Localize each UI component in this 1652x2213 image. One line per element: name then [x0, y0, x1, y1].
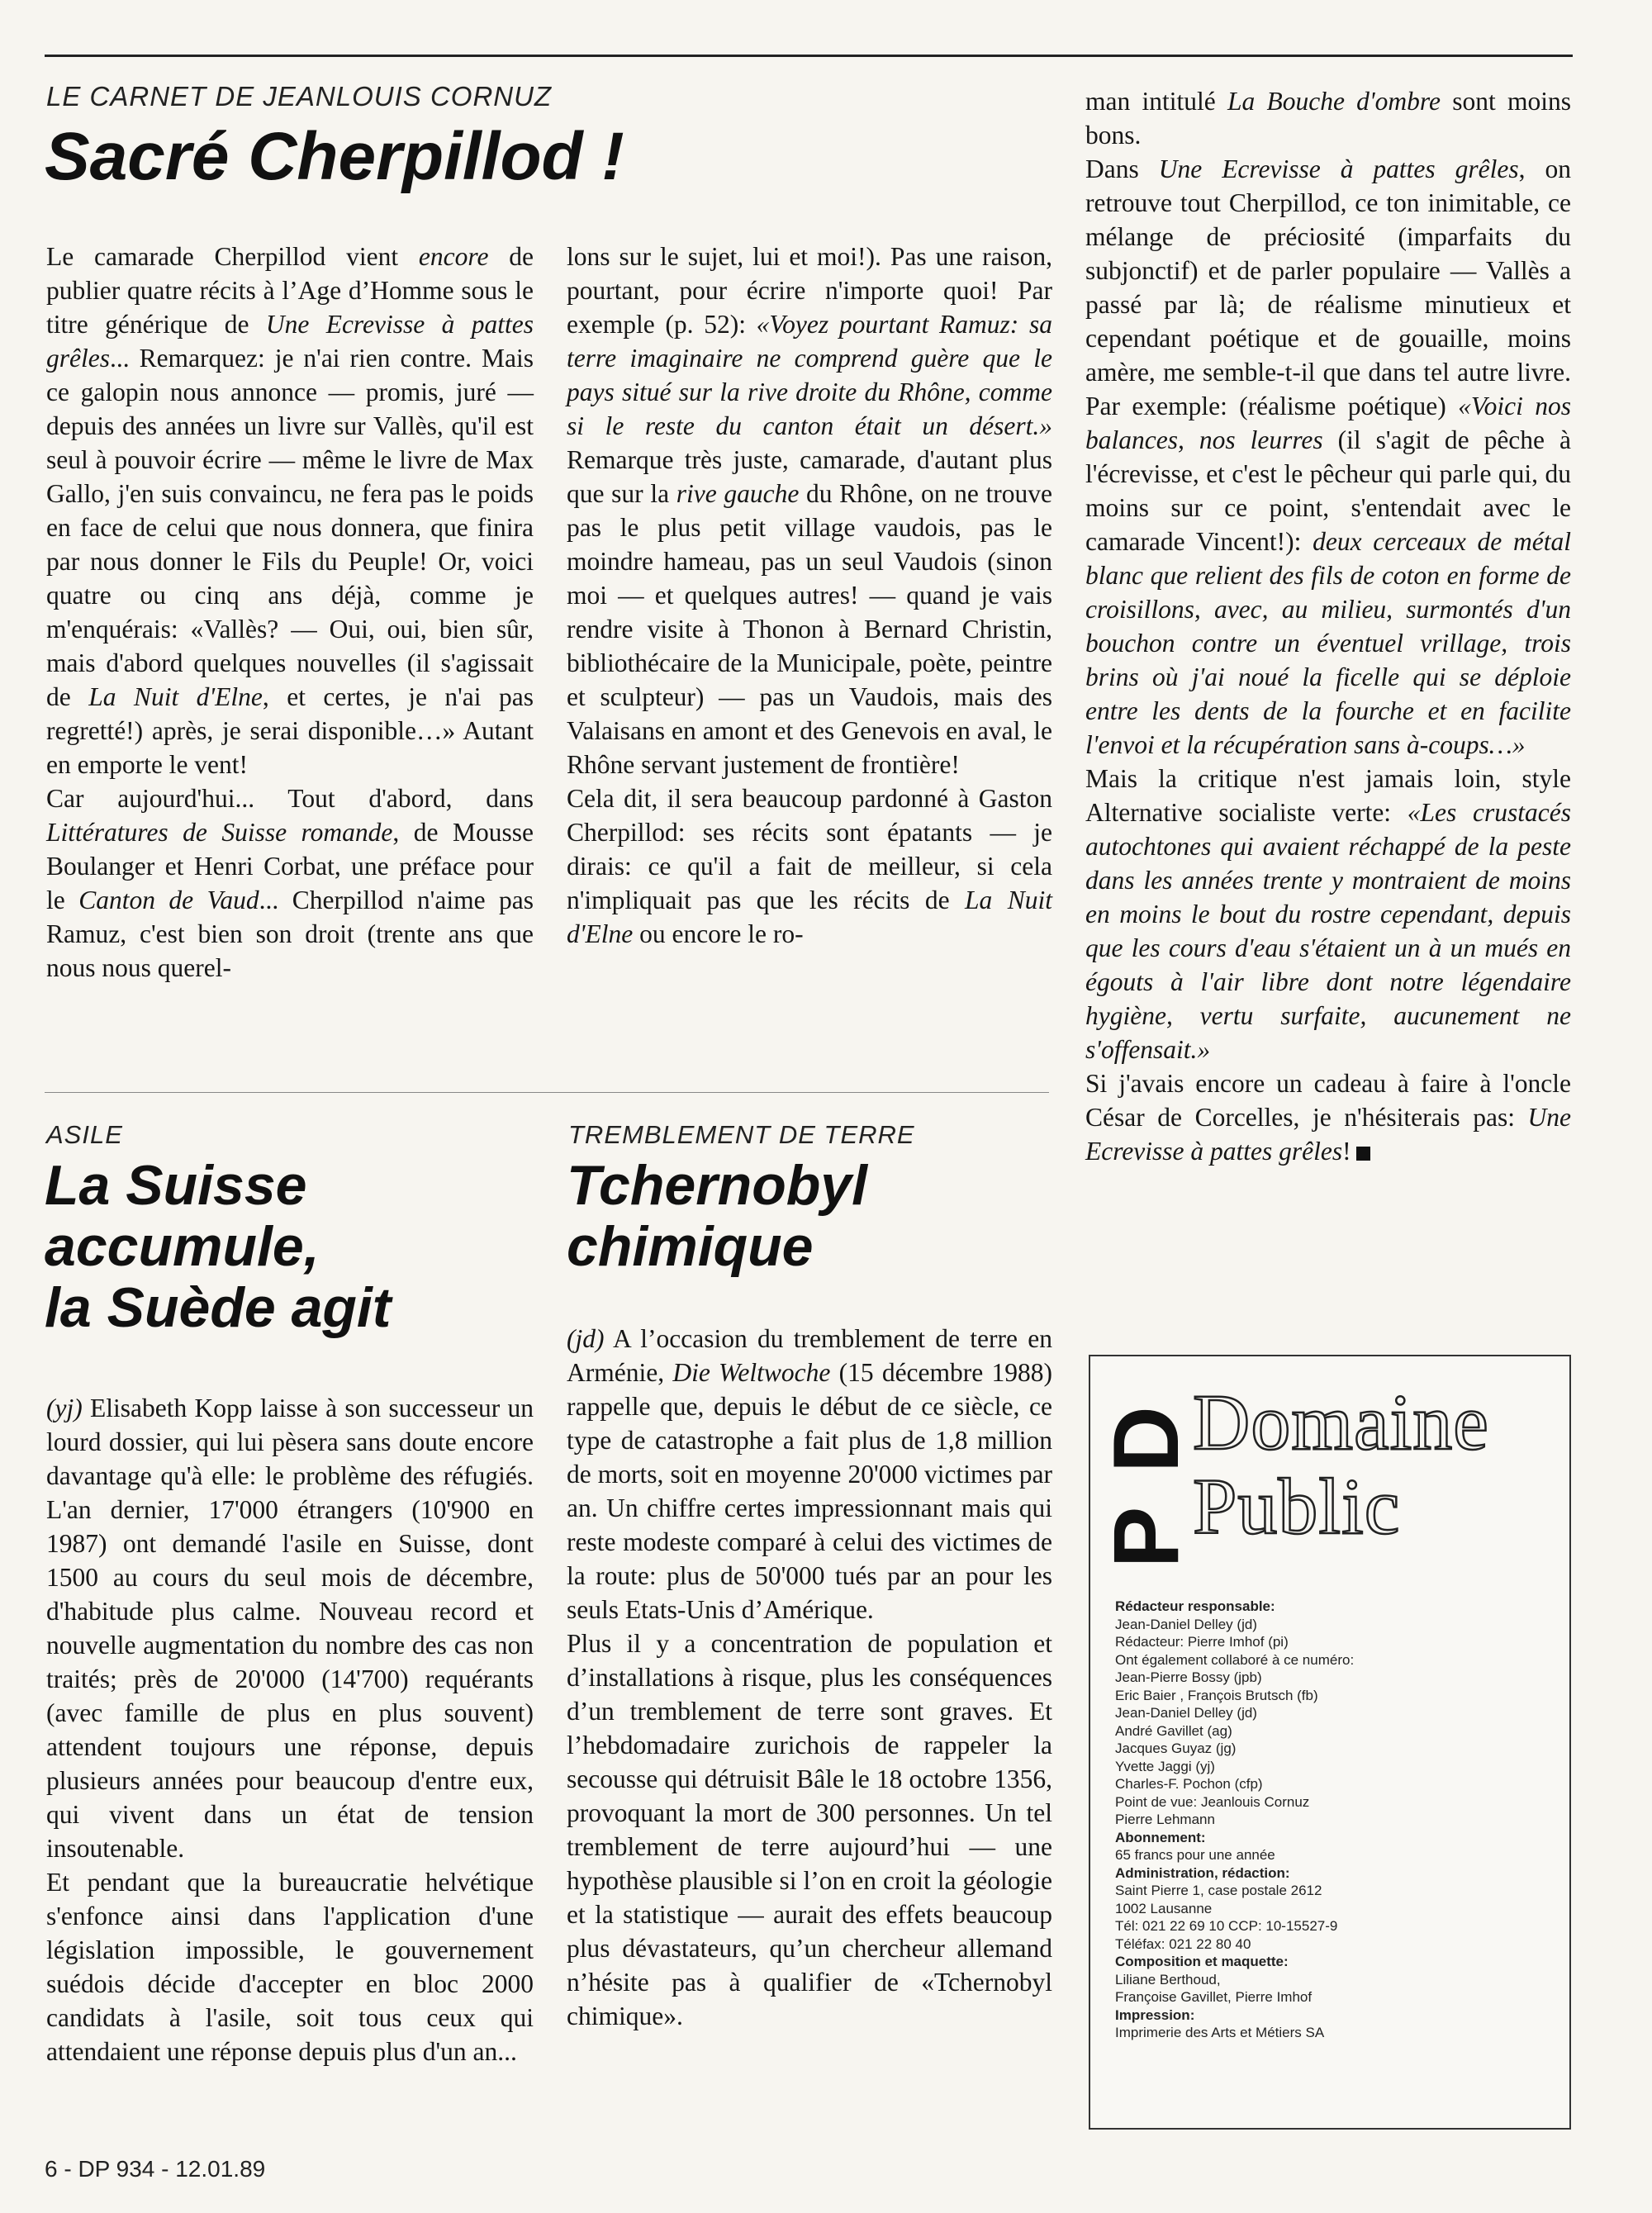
paragraph: Cela dit, il sera beaucoup pardonné à Gaston Cherpillod: ses récits sont épatants — je dirais: ce qu'il a fait de meilleur, si cela n'impliquait pas que les récits de La Nuit d'Elne ou encore le ro-	[567, 784, 1052, 948]
paragraph: man intitulé La Bouche d'ombre sont moins bons.	[1085, 87, 1571, 150]
paragraph: lons sur le sujet, lui et moi!). Pas une raison, pourtant, pour écrire n'importe quoi! Par exemple (p. 52): «Voyez pourtant Ramuz: sa terre imaginaire ne comprend guère que le pays situé sur la rive droite du Rhône, comme si le reste du canton était un désert.» Remarque très juste, camarade, d'autant plus que sur la rive gauche du Rhône, on ne trouve pas le plus petit village vaudois, pas le moindre hameau, pas un seul Vaudois (sinon moi — et quelques autres! — quand je vais rendre visite à Thonon à Bernard Christin, bibliothécaire de la Municipale, poète, peintre et sculpteur) — pas un Vaudois, mais des Valaisans en amont et des Genevois en aval, le Rhône servant justement de frontière!	[567, 242, 1052, 779]
carnet-column-1	[46, 240, 534, 985]
paragraph: (yj) Elisabeth Kopp laisse à son successeur un lourd dossier, qui lui pèsera sans doute encore davantage qu'à elle: le problème des réfugiés. L'an dernier, 17'000 étrangers (10'900 en 1987) ont demandé l'asile en Suisse, dont 1500 au cours du seul mois de décembre, d'habitude plus calme. Nouveau record et nouvelle augmentation du nombre des cas non traités; près de 20'000 (14'700) requérants (avec famille de plus en plus souvent) attendent toujours une réponse, depuis plusieurs années pour beaucoup d'entre eux, qui vivent dans un état de tension insoutenable.	[46, 1394, 534, 1863]
credit-line: Ont également collaboré à ce numéro:	[1115, 1651, 1355, 1668]
paragraph: Si j'avais encore un cadeau à faire à l'oncle César de Corcelles, je n'hésiterais pas: Une Ecrevisse à pattes grêles!	[1085, 1069, 1571, 1166]
credit-line: Tél: 021 22 69 10 CCP: 10-15527-9	[1115, 1918, 1338, 1934]
tchernobyl-headline-line: chimique	[567, 1215, 814, 1278]
credit-line: Liliane Berthoud,	[1115, 1971, 1221, 1987]
carnet-column-2	[567, 240, 1052, 951]
brand-domaine: Domaine	[1193, 1378, 1489, 1466]
credit-line: Françoise Gavillet, Pierre Imhof	[1115, 1989, 1313, 2005]
page-footer: 6 - DP 934 - 12.01.89	[45, 2156, 266, 2182]
credit-line: Eric Baier , François Brutsch (fb)	[1115, 1687, 1318, 1703]
carnet-kicker: LE CARNET DE JEANLOUIS CORNUZ	[46, 81, 553, 112]
credit-line: Pierre Lehmann	[1115, 1812, 1215, 1827]
asile-body	[46, 1391, 534, 2068]
credit-line: Administration, rédaction:	[1115, 1864, 1290, 1881]
credit-line: Saint Pierre 1, case postale 2612	[1115, 1883, 1322, 1898]
credit-line: Jean-Daniel Delley (jd)	[1115, 1616, 1257, 1632]
paragraph: Mais la critique n'est jamais loin, style Alternative socialiste verte: «Les crustacés autochtones qui avaient réchappé de la peste dans les années trente y montraient de moins en moins le bout du rostre cependant, depuis que les cours d'eau s'étaient un à un mués en égouts à l'air libre dont notre légendaire hygiène, vertu surfaite, aucunement ne s'offensait.»	[1085, 764, 1571, 1064]
top-rule	[45, 55, 1573, 57]
credit-line: Point de vue: Jeanlouis Cornuz	[1115, 1793, 1310, 1810]
tchernobyl-body	[567, 1322, 1052, 2033]
credit-line: Charles-F. Pochon (cfp)	[1115, 1776, 1263, 1792]
credit-line: 1002 Lausanne	[1115, 1900, 1213, 1916]
paragraph: Le camarade Cherpillod vient encore de publier quatre récits à l’Age d’Homme sous le titre générique de Une Ecrevisse à pattes grêles... Remarquez: je n'ai rien contre. Mais ce galopin nous annonce — promis, juré — depuis des années un livre sur Vallès, qu'il est seul à pouvoir écrire — même le livre de Max Gallo, j'en suis convaincu, ne fera pas le poids en face de celui que nous donnera, que finira par nous donner le Fils du Peuple! Or, voici quatre ou cinq ans déjà, comme je m'enquérais: «Vallès? — Oui, oui, bien sûr, mais d'abord quelques nouvelles (il s'agissait de La Nuit d'Elne, et certes, je n'ai pas regretté!) après, je serai disponible…» Autant en emporte le vent!	[46, 242, 534, 779]
credits-list	[1115, 1598, 1553, 2042]
asile-headline-line: la Suède agit	[45, 1276, 392, 1339]
dp-logo	[1094, 1391, 1198, 1589]
credit-line: Composition et maquette:	[1115, 1954, 1289, 1969]
carnet-column-3	[1085, 84, 1571, 1168]
masthead-box	[1089, 1355, 1571, 2130]
credit-line: 65 francs pour une année	[1115, 1847, 1275, 1863]
credit-line: Rédacteur responsable:	[1115, 1598, 1275, 1614]
carnet-headline: Sacré Cherpillod !	[45, 119, 624, 194]
credit-line: Téléfax: 021 22 80 40	[1115, 1935, 1251, 1952]
credit-line: Yvette Jaggi (yj)	[1115, 1758, 1215, 1774]
credit-line: Abonnement:	[1115, 1829, 1206, 1845]
section-divider	[45, 1092, 1049, 1093]
asile-kicker: ASILE	[46, 1120, 123, 1149]
tchernobyl-kicker: TREMBLEMENT DE TERRE	[568, 1120, 915, 1149]
brand-public: Public	[1193, 1462, 1401, 1551]
credit-line: Jacques Guyaz (jg)	[1115, 1740, 1237, 1756]
asile-headline	[45, 1155, 391, 1338]
credit-line: Jean-Daniel Delley (jd)	[1115, 1705, 1257, 1721]
credit-line: Jean-Pierre Bossy (jpb)	[1115, 1669, 1262, 1685]
paragraph: (jd) A l’occasion du tremblement de terre en Arménie, Die Weltwoche (15 décembre 1988) rappelle que, depuis le début de ce siècle, ce type de catastrophe a fait plus de 1,8 million de morts, soit en moyenne 20'000 victimes par an. Un chiffre certes impressionnant mais qui reste modeste comparé à celui des victimes de la route: plus de 50'000 tués par an pour les seuls Etats-Unis d’Amérique.	[567, 1324, 1052, 1624]
paragraph: Plus il y a concentration de population et d’installations à risque, plus les conséquences d’un tremblement de terre sont graves. Et l’hebdomadaire zurichois de rappeler la secousse qui détruisit Bâle le 18 octobre 1356, provoquant la mort de 300 personnes. Un tel tremblement de terre aujourd’hui — une hypothèse plausible si l’on en croit la géologie et la statistique — aurait des effets beaucoup plus dévastateurs, qu’un chercheur allemand n’hésite pas à qualifier de «Tchernobyl chimique».	[567, 1629, 1052, 2030]
paragraph: Et pendant que la bureaucratie helvétique s'enfonce ainsi dans l'application d'une législation impossible, le gouvernement suédois décide d'accepter en bloc 2000 candidats à l'asile, soit tous ceux qui attendaient une réponse depuis plus d'un an...	[46, 1868, 534, 2066]
tchernobyl-headline	[567, 1155, 867, 1277]
paragraph: Dans Une Ecrevisse à pattes grêles, on retrouve tout Cherpillod, ce ton inimitable, ce mélange de préciosité (imparfaits du subjonctif) et de parler populaire — Vallès a passé par là; de réalisme minutieux et cependant poétique et de gouaille, moins amère, me semble-t-il que dans tel autre livre. Par exemple: (réalisme poétique) «Voici nos balances, nos leurres (il s'agit de pêche à l'écrevisse, et c'est le pêcheur qui parle qui, du moins sur ce point, s'entendait avec le camarade Vincent!): deux cerceaux de métal blanc que relient des fils de coton en forme de croisillons, avec, au milieu, surmontés d'un bouchon contre un éventuel vrillage, trois brins où j'ai noué la ficelle qui se déploie entre les dents de la fourche et en facilite l'envoi et la récupération sans à-coups…»	[1085, 154, 1571, 759]
credit-line: Rédacteur: Pierre Imhof (pi)	[1115, 1634, 1289, 1650]
dp-logo-letter: P	[1094, 1506, 1198, 1569]
asile-headline-line: accumule,	[45, 1215, 320, 1278]
end-mark	[1356, 1147, 1370, 1161]
credit-line: Imprimerie des Arts et Métiers SA	[1115, 2025, 1325, 2040]
credit-line: Impression:	[1115, 2006, 1195, 2023]
tchernobyl-headline-line: Tchernobyl	[567, 1154, 867, 1217]
asile-headline-line: La Suisse	[45, 1154, 307, 1217]
dp-logo-letter: D	[1094, 1406, 1198, 1473]
credit-line: André Gavillet (ag)	[1115, 1722, 1232, 1739]
paragraph: Car aujourd'hui... Tout d'abord, dans Littératures de Suisse romande, de Mousse Boulanger et Henri Corbat, une préface pour le Canton de Vaud... Cherpillod n'aime pas Ramuz, c'est bien son droit (trente ans que nous nous querel-	[46, 784, 534, 982]
